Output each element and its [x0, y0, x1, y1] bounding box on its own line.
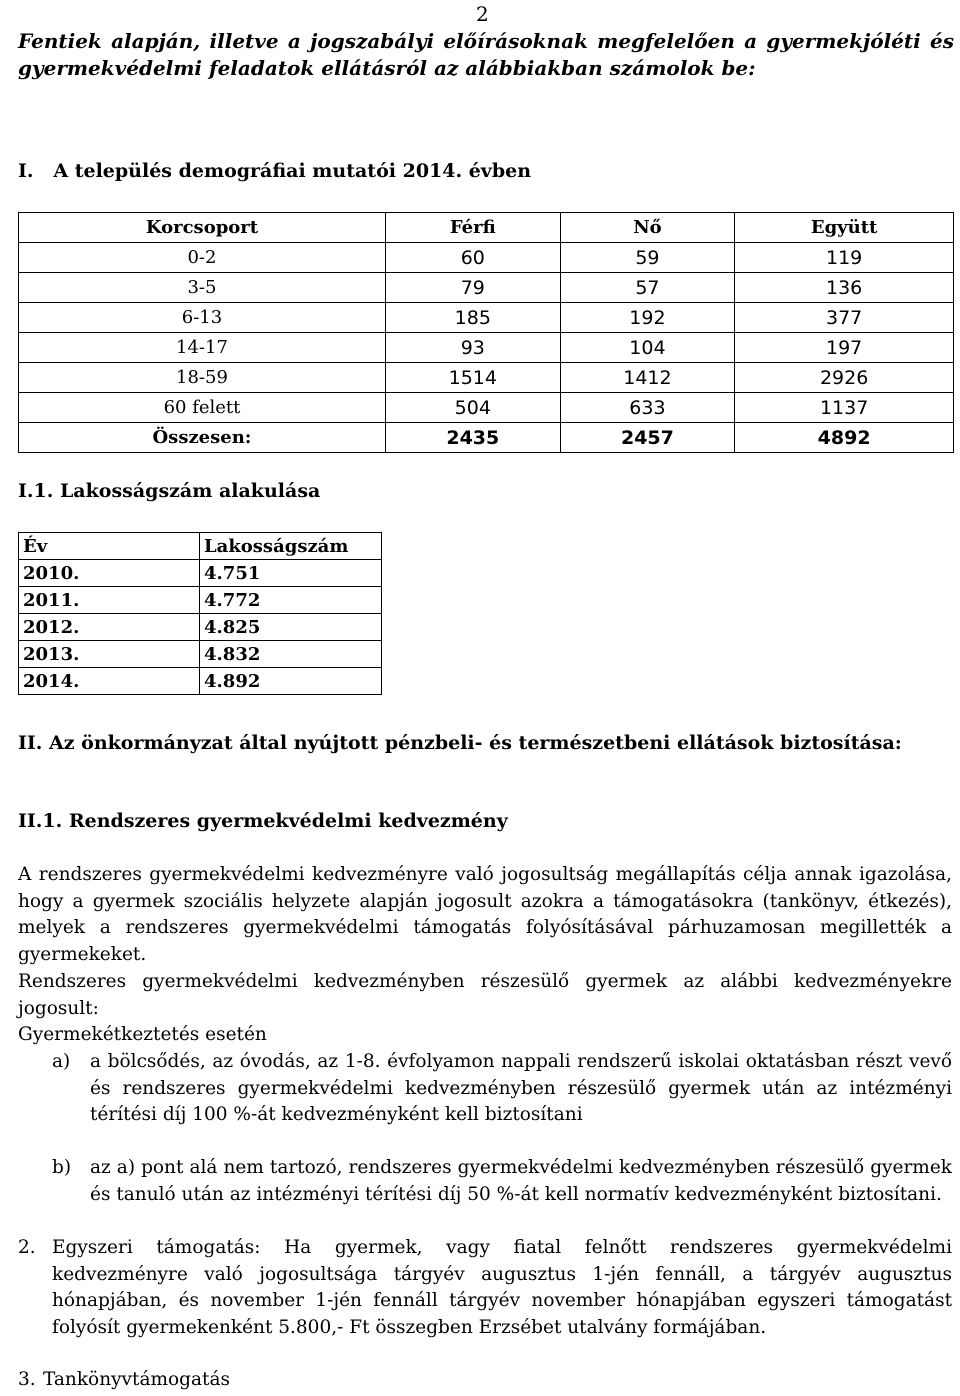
table-cell: 4892 — [735, 423, 954, 453]
header-cell: Férfi — [385, 213, 560, 243]
table-cell: 4.892 — [200, 668, 382, 695]
table-row — [19, 587, 382, 614]
table-cell: 1412 — [560, 363, 735, 393]
paragraph-eligibility: A rendszeres gyermekvédelmi kedvezményre való jogosultság megállapítás célja annak igazolása, hogy a gyermek szociális helyzete alapján jogosult azokra a támogatásokra (tankönyv, étkezés), melyek a rendszeres gyermekvédelmi támogatás folyósításával párhuzamosan megillették a gyermekeket. — [18, 864, 952, 965]
table-cell: 2457 — [560, 423, 735, 453]
table-cell: 3-5 — [19, 273, 386, 303]
table-row — [19, 614, 382, 641]
header-cell: Év — [19, 533, 200, 560]
page-number: 2 — [476, 2, 489, 26]
table-cell: 1514 — [385, 363, 560, 393]
demographics-table — [18, 212, 954, 453]
list-item-text: a bölcsődés, az óvodás, az 1-8. évfolyamon nappali rendszerű iskolai oktatásban részt vevő és rendszeres gyermekvédelmi kedvezményben részesülő gyermek után az intézményi térítési díj 100 %-át kedvezményként kell biztosítani — [90, 1051, 952, 1125]
table-row — [19, 668, 382, 695]
list-item-2 — [18, 1235, 952, 1341]
table-cell: 2926 — [735, 363, 954, 393]
table-row — [19, 560, 382, 587]
section-1-title: I. A település demográfiai mutatói 2014. évben — [18, 160, 532, 182]
list-item-text: Tankönyvtámogatás — [43, 1369, 230, 1390]
population-header-row — [19, 533, 382, 560]
table-cell: 504 — [385, 393, 560, 423]
table-cell: 79 — [385, 273, 560, 303]
table-cell: 4.751 — [200, 560, 382, 587]
demographics-header-row — [19, 213, 954, 243]
list-item-text: Egyszeri támogatás: Ha gyermek, vagy fiatal felnőtt rendszeres gyermekvédelmi kedvezményre való jogosultsága tárgyév augusztus 1-jén fennáll, a tárgyév augusztus hónapjában, és november 1-jén fennáll tárgyév november hónapjában egyszeri támogatást folyósít gyermekenként 5.800,- Ft összegben Erzsébet utalvány formájában. — [52, 1237, 952, 1338]
total-row — [19, 423, 954, 453]
population-table — [18, 532, 382, 695]
section-1-1-title: I.1. Lakosságszám alakulása — [18, 480, 321, 502]
table-cell: 2014. — [19, 668, 200, 695]
table-cell: 136 — [735, 273, 954, 303]
list-item-text: az a) pont alá nem tartozó, rendszeres gyermekvédelmi kedvezményben részesülő gyermek és tanuló után az intézményi térítési díj 50 %-át kell normatív kedvezményként biztosítani. — [90, 1157, 952, 1205]
table-cell: 119 — [735, 243, 954, 273]
table-cell: 185 — [385, 303, 560, 333]
table-cell: 104 — [560, 333, 735, 363]
list-item-3 — [18, 1367, 952, 1394]
table-row — [19, 363, 954, 393]
list-item-label: 3. — [18, 1369, 36, 1390]
table-cell: 4.832 — [200, 641, 382, 668]
list-item-label: a) — [52, 1051, 71, 1072]
table-row — [19, 243, 954, 273]
list-item-a — [52, 1049, 952, 1129]
paragraph-catering: Gyermekétkeztetés esetén — [18, 1024, 267, 1045]
header-cell: Korcsoport — [19, 213, 386, 243]
table-cell: 18-59 — [19, 363, 386, 393]
table-cell: 0-2 — [19, 243, 386, 273]
table-cell: 6-13 — [19, 303, 386, 333]
table-cell: 4.825 — [200, 614, 382, 641]
table-cell: 633 — [560, 393, 735, 423]
table-cell: 93 — [385, 333, 560, 363]
table-cell: 197 — [735, 333, 954, 363]
table-cell: 2012. — [19, 614, 200, 641]
table-row — [19, 393, 954, 423]
table-cell: 2010. — [19, 560, 200, 587]
table-cell: 2011. — [19, 587, 200, 614]
table-cell: 60 — [385, 243, 560, 273]
paragraph-benefits: Rendszeres gyermekvédelmi kedvezményben részesülő gyermek az alábbi kedvezményekre jogosult: — [18, 971, 952, 1019]
header-cell: Együtt — [735, 213, 954, 243]
header-cell: Nő — [560, 213, 735, 243]
section-2-title: II. Az önkormányzat által nyújtott pénzbeli- és természetbeni ellátások biztosítása: — [18, 732, 902, 754]
header-cell: Lakosságszám — [200, 533, 382, 560]
table-cell: 60 felett — [19, 393, 386, 423]
table-cell: 192 — [560, 303, 735, 333]
table-cell: 2013. — [19, 641, 200, 668]
table-cell: 57 — [560, 273, 735, 303]
intro-paragraph: Fentiek alapján, illetve a jogszabályi előírásoknak megfelelően a gyermekjóléti és gyermekvédelmi feladatok ellátásról az alábbiakban számolok be: — [18, 29, 954, 80]
section-2-1-title: II.1. Rendszeres gyermekvédelmi kedvezmény — [18, 810, 508, 832]
table-row — [19, 333, 954, 363]
table-cell: 1137 — [735, 393, 954, 423]
table-row — [19, 641, 382, 668]
table-row — [19, 273, 954, 303]
table-row — [19, 303, 954, 333]
table-cell: Összesen: — [19, 423, 386, 453]
list-item-label: b) — [52, 1157, 72, 1178]
table-cell: 14-17 — [19, 333, 386, 363]
table-cell: 59 — [560, 243, 735, 273]
list-item-b — [52, 1155, 952, 1208]
list-item-label: 2. — [18, 1237, 36, 1258]
table-cell: 377 — [735, 303, 954, 333]
table-cell: 4.772 — [200, 587, 382, 614]
table-cell: 2435 — [385, 423, 560, 453]
